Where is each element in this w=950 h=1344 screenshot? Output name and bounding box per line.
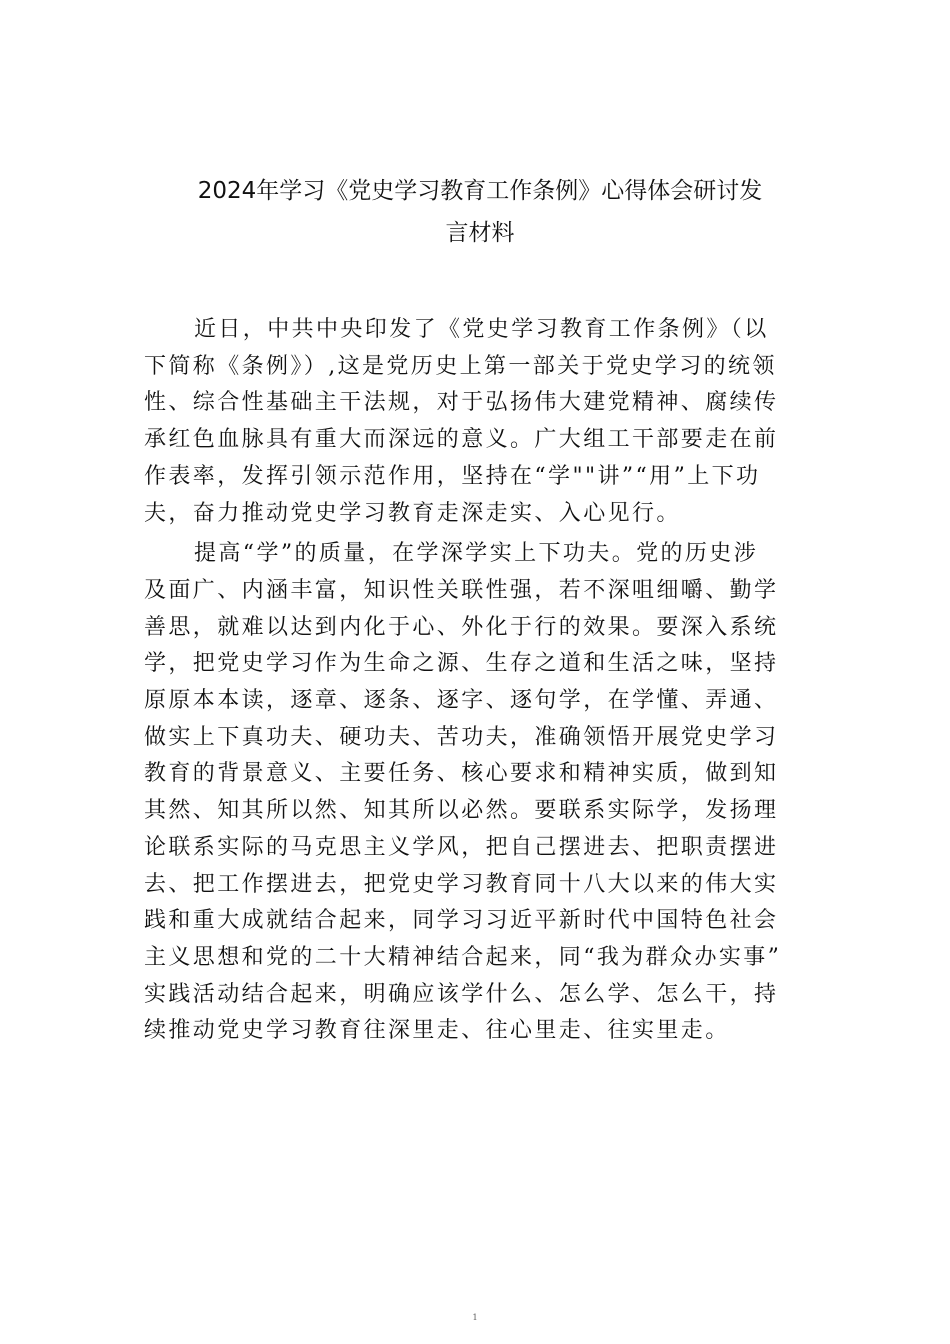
title-line: 2024年学习《党史学习教育工作条例》心得体会研讨发 bbox=[197, 178, 763, 204]
paragraph-line: 承红色血脉具有重大而深远的意义。广大组工干部要走在前 bbox=[144, 427, 779, 453]
paragraph-line: 夫，奋力推动党史学习教育走深走实、入心见行。 bbox=[144, 500, 681, 526]
paragraph-line: 原原本本读，逐章、逐条、逐字、逐句学，在学懂、弄通、 bbox=[144, 688, 779, 714]
paragraph-line: 教育的背景意义、主要任务、核心要求和精神实质，做到知 bbox=[144, 761, 779, 787]
paragraph-line: 做实上下真功夫、硬功夫、苦功夫，准确领悟开展党史学习 bbox=[144, 724, 779, 750]
document-title bbox=[160, 170, 800, 254]
paragraph-line: 其然、知其所以然、知其所以必然。要联系实际学，发扬理 bbox=[144, 798, 779, 824]
paragraph-line: 主义思想和党的二十大精神结合起来，同“我为群众办实事” bbox=[144, 944, 782, 970]
paragraph-line: 践和重大成就结合起来，同学习习近平新时代中国特色社会 bbox=[144, 908, 779, 934]
paragraph-line: 续推动党史学习教育往深里走、往心里走、往实里走。 bbox=[144, 1018, 730, 1044]
paragraph-line: 下简称《条例》）,这是党历史上第一部关于党史学习的统领 bbox=[144, 353, 777, 379]
paragraph-line: 近日，中共中央印发了《党史学习教育工作条例》（以 bbox=[194, 317, 769, 342]
paragraph-line: 论联系实际的马克思主义学风，把自己摆进去、把职责摆进 bbox=[144, 834, 779, 860]
paragraph-line: 及面广、内涵丰富，知识性关联性强，若不深咀细嚼、勤学 bbox=[144, 577, 779, 603]
paragraph-line: 作表率，发挥引领示范作用，坚持在“学""讲”“用”上下功 bbox=[144, 463, 761, 489]
paragraph-line: 性、综合性基础主干法规，对于弘扬伟大建党精神、腐续传 bbox=[144, 390, 779, 416]
paragraph-line: 去、把工作摆进去，把党史学习教育同十八大以来的伟大实 bbox=[144, 871, 779, 897]
title-line: 言材料 bbox=[445, 220, 515, 246]
paragraph-line: 提高“学”的质量，在学深学实上下功夫。党的历史涉 bbox=[194, 541, 759, 567]
paragraph-study-quality bbox=[144, 536, 804, 1050]
page-number: 1 bbox=[472, 1313, 478, 1322]
paragraph-line: 善思，就难以达到内化于心、外化于行的效果。要深入系统 bbox=[144, 614, 779, 640]
paragraph-intro bbox=[144, 312, 804, 532]
document-body bbox=[144, 312, 804, 1054]
paragraph-line: 学，把党史学习作为生命之源、生存之道和生活之味，坚持 bbox=[144, 651, 779, 677]
paragraph-line: 实践活动结合起来，明确应该学什么、怎么学、怎么干，持 bbox=[144, 981, 779, 1007]
